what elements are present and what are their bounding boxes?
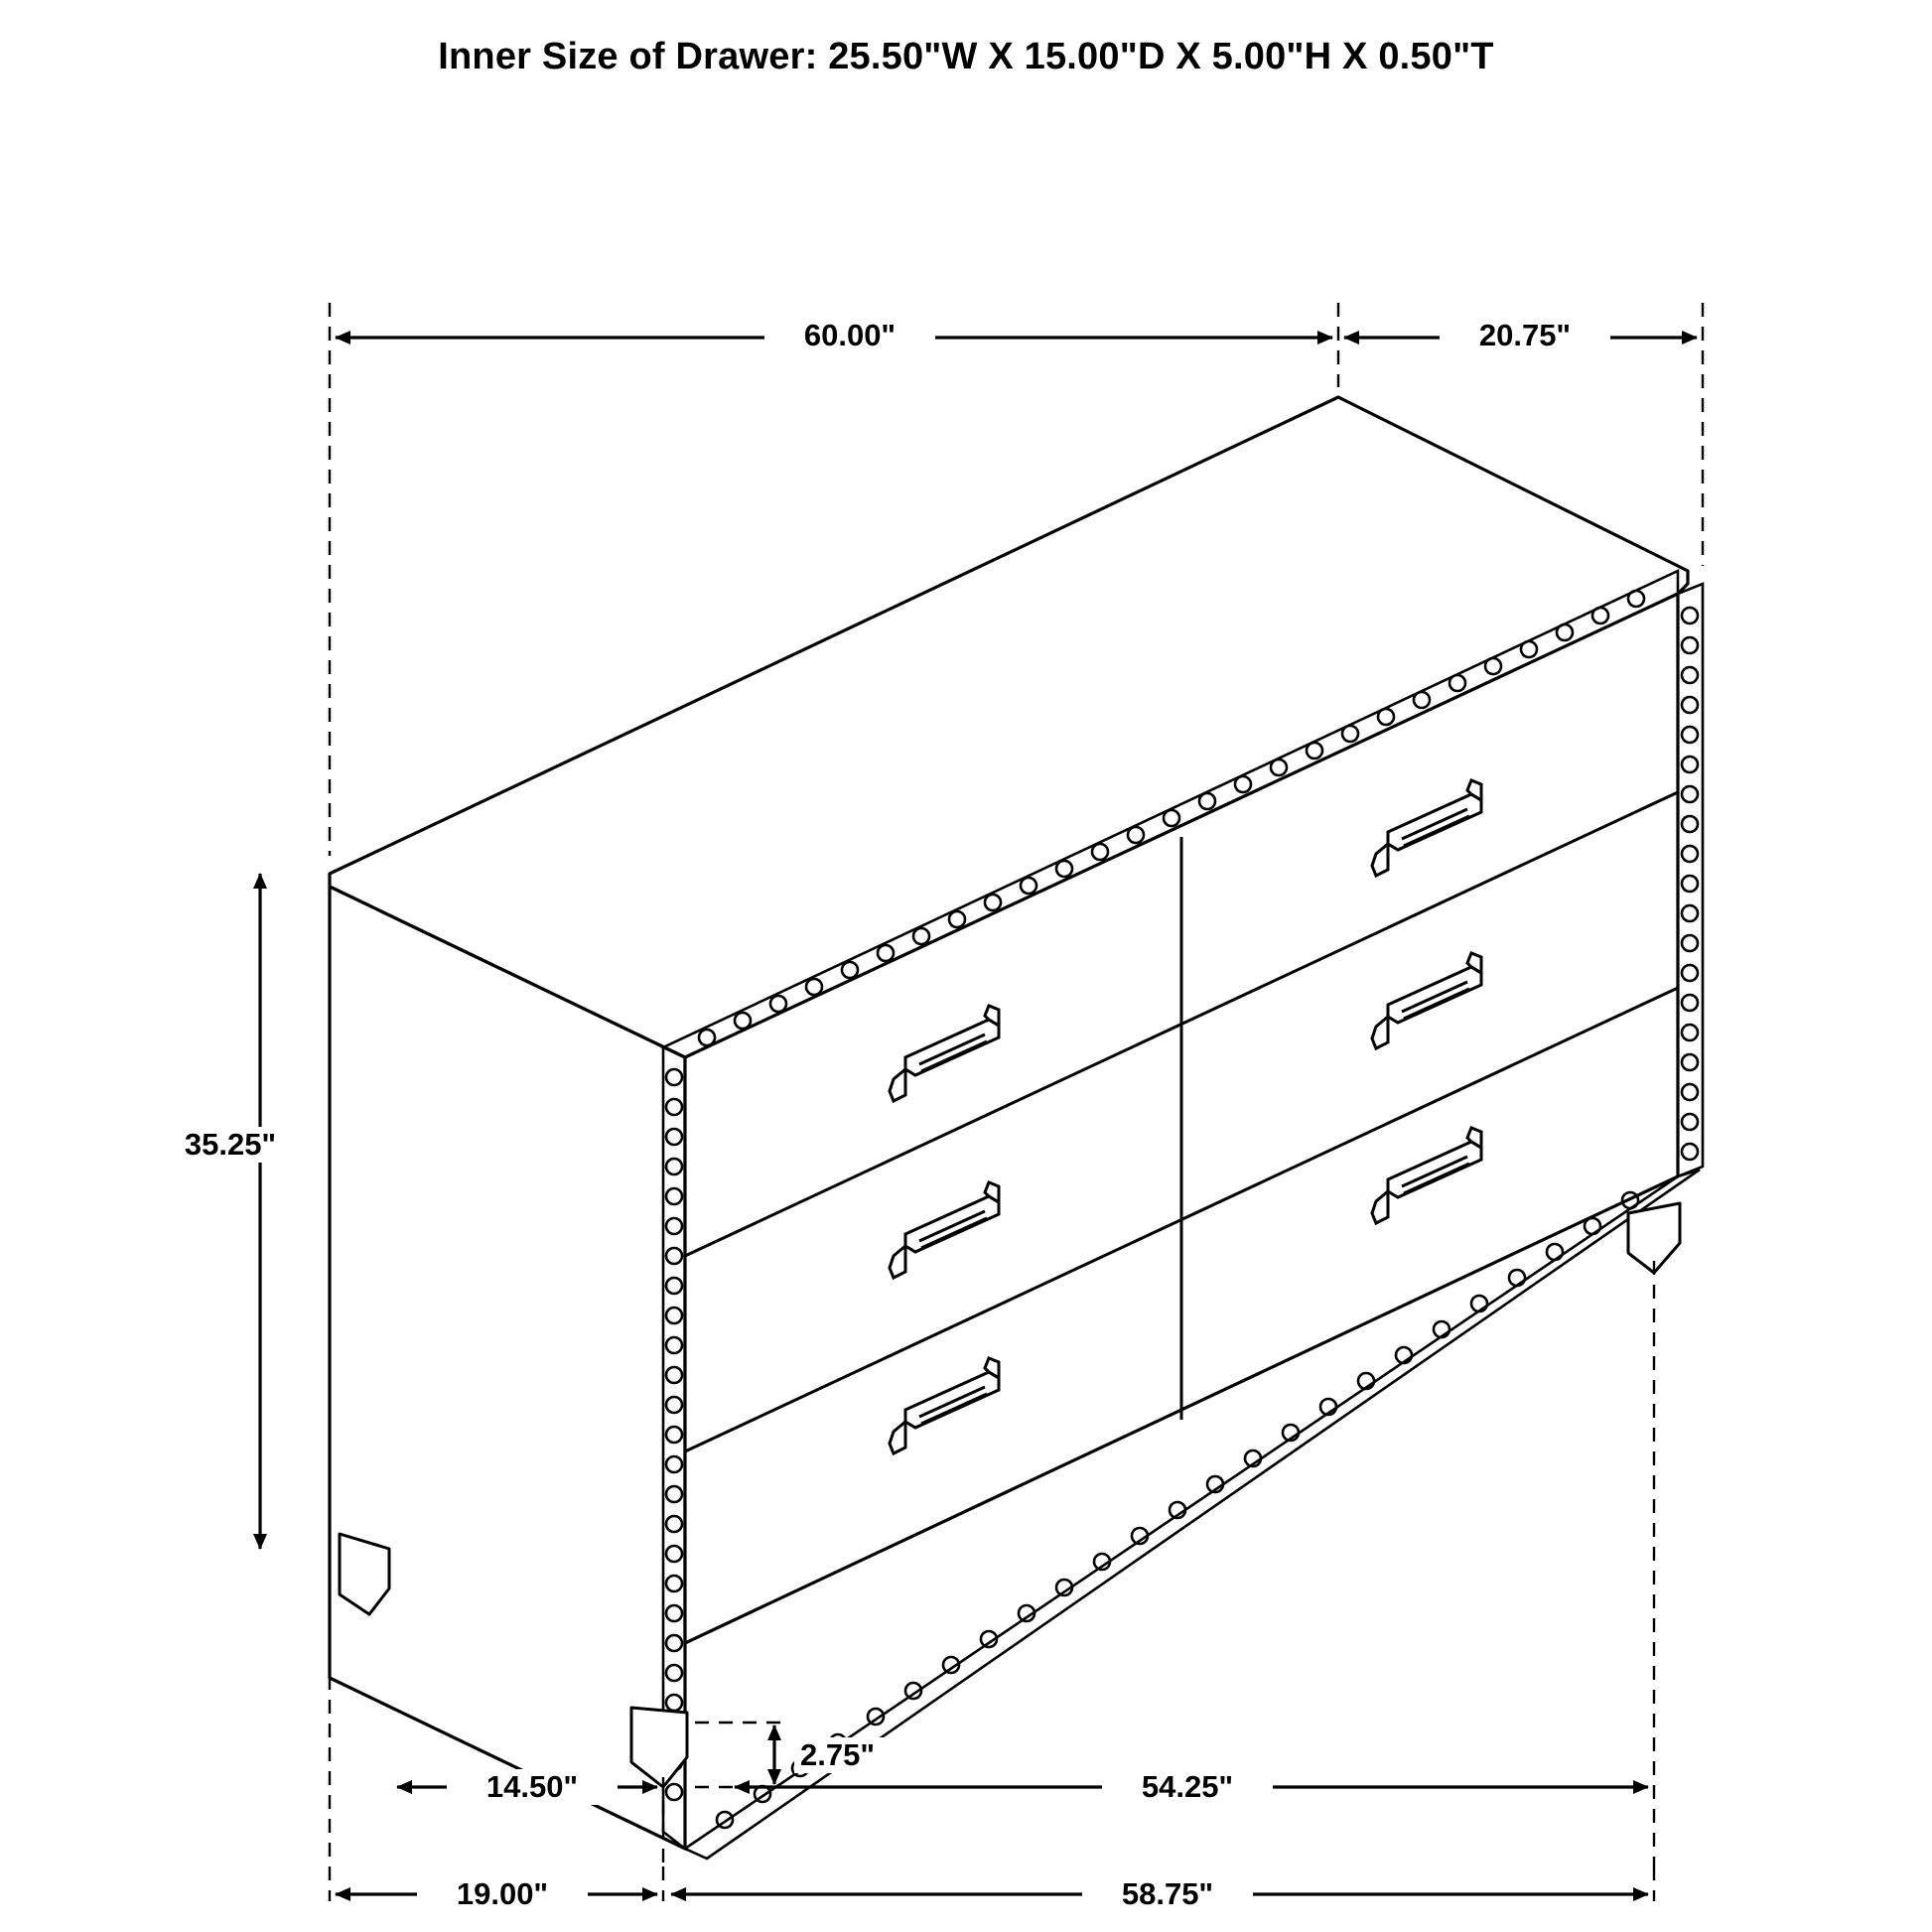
page-title: Inner Size of Drawer: 25.50"W X 15.00"D X 5.00"H X 0.50"T	[438, 36, 1494, 77]
dim-label-front-left-offset: 14.50"	[447, 1769, 618, 1805]
dresser-front-face	[330, 887, 685, 1849]
dim-label-front-width: 54.25"	[1102, 1769, 1273, 1805]
dim-label-base-left-offset: 19.00"	[417, 1876, 588, 1912]
dim-label-leg-height: 2.75"	[794, 1737, 935, 1773]
dim-label-height: 35.25"	[145, 1127, 316, 1163]
nailhead-trim-right	[1678, 584, 1703, 1176]
dim-label-top-width: 60.00"	[764, 318, 935, 353]
dim-label-base-width: 58.75"	[1082, 1876, 1253, 1912]
dim-label-top-depth: 20.75"	[1440, 318, 1610, 353]
